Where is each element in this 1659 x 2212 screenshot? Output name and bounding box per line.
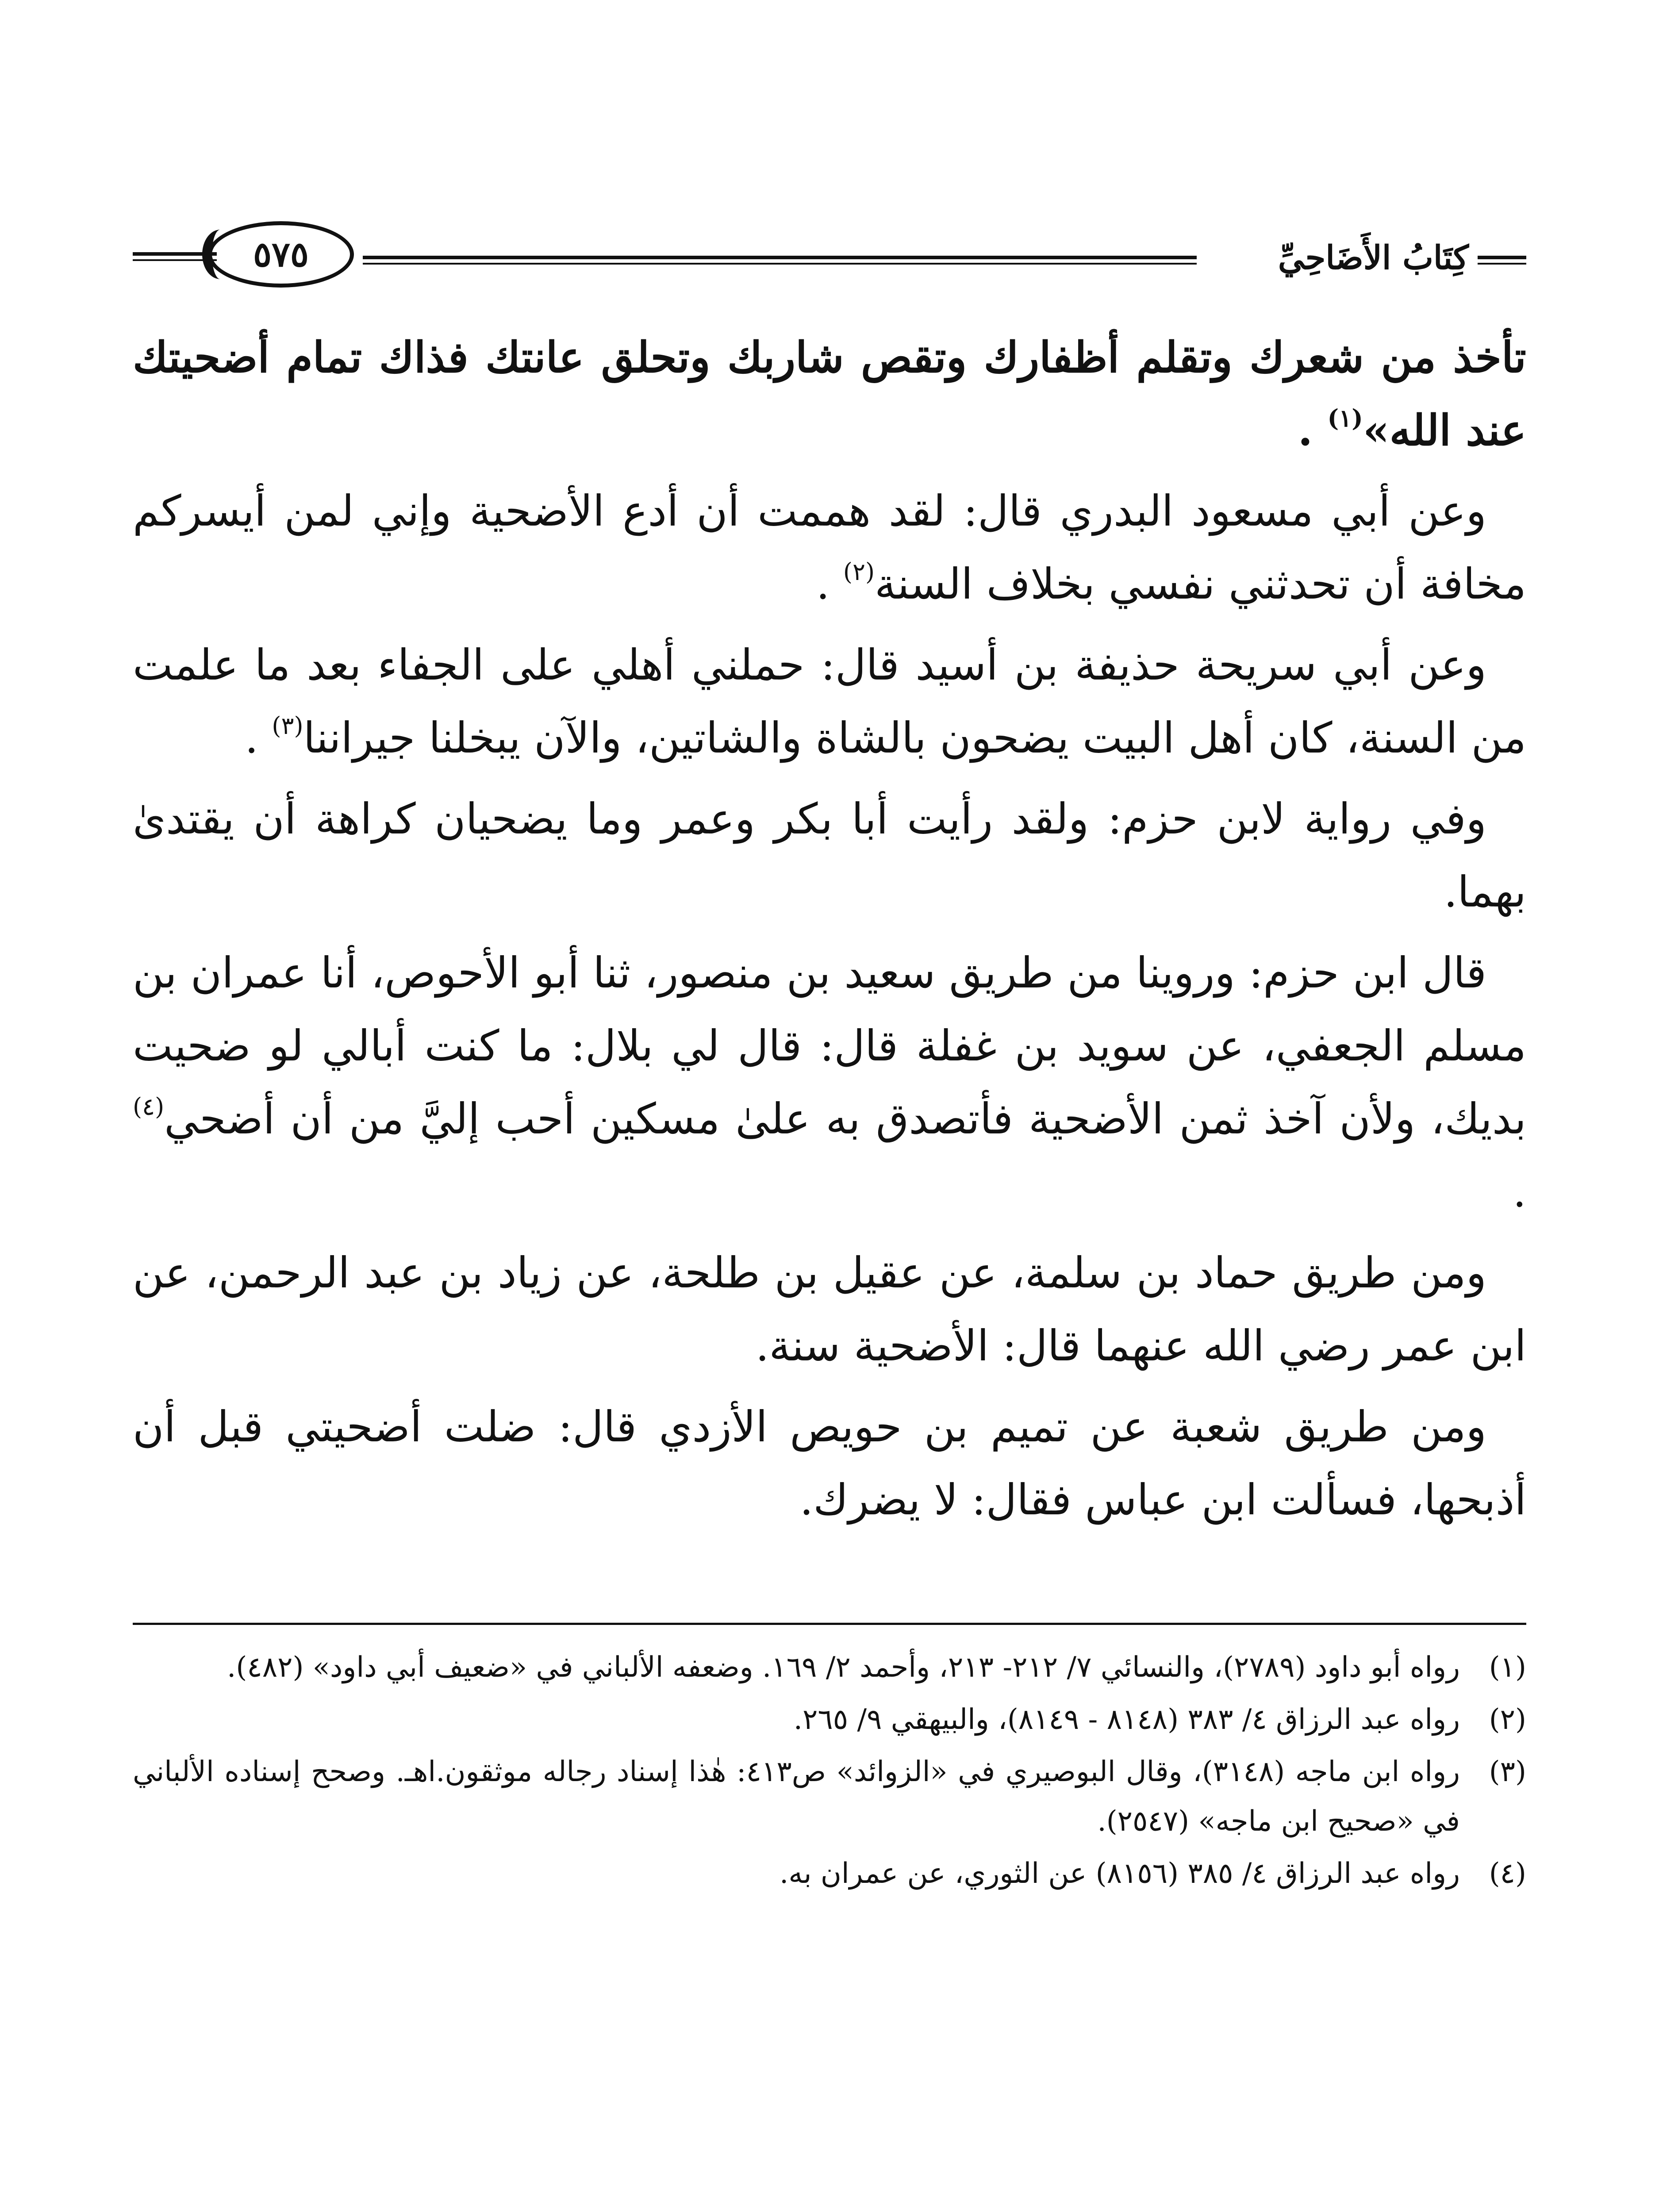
paragraph [133,629,1526,775]
paragraph-tail: . [1298,405,1313,455]
paragraph-text: ومن طريق حماد بن سلمة، عن عقيل بن طلحة، عن زياد بن عبد الرحمن، عن ابن عمر رضي الله عنهما قال: الأضحية سنة. [133,1248,1526,1371]
footnote-ref: (٣) [272,712,303,740]
paragraph [133,475,1526,621]
paragraph-continuation [133,321,1526,467]
paragraph [133,1390,1526,1536]
header-rule-middle-thin [363,263,1197,265]
paragraph [133,937,1526,1229]
header-rule-middle [363,256,1197,259]
footnote-text: رواه عبد الرزاق ٤/ ٣٨٣ (٨١٤٨ - ٨١٤٩)، والبيهقي ٩/ ٢٦٥. [793,1703,1460,1736]
running-header [133,221,1526,296]
paragraph-tail: . [816,559,830,609]
paragraph-text: تأخذ من شعرك وتقلم أظفارك وتقص شاربك وتحلق عانتك فذاك تمام أضحيتك عند الله» [133,332,1526,455]
footnote-number: (٤) [1489,1857,1526,1890]
paragraph-text: وعن أبي مسعود البدري قال: لقد هممت أن أدع الأضحية وإني لمن أيسركم مخافة أن تحدثني نفسي بخلاف السنة [133,486,1526,609]
book-page [133,221,1526,1901]
footnotes [133,1643,1526,1898]
footnote-ref: (١) [1327,404,1363,432]
book-title: كِتَابُ الأَضَاحِيِّ [1278,239,1469,277]
footnote-separator [133,1623,1526,1625]
footnote-ref: (٢) [843,558,875,586]
footnote [133,1695,1526,1744]
paragraph-text: وعن أبي سريحة حذيفة بن أسيد قال: حملني أهلي على الجفاء بعد ما علمت من السنة، كان أهل البيت يضحون بالشاة والشاتين، والآن يبخلنا جيراننا [133,640,1526,763]
paragraph [133,783,1526,929]
paragraph [133,1237,1526,1382]
page-number: ٥٧٥ [253,234,309,275]
footnote-number: (٢) [1489,1703,1526,1736]
paragraph-text: قال ابن حزم: وروينا من طريق سعيد بن منصور، ثنا أبو الأحوص، أنا عمران بن مسلم الجعفي، عن سويد بن غفلة قال: قال لي بلال: ما كنت أبالي لو ضحيت بديك، ولأن آخذ ثمن الأضحية فأتصدق به علىٰ مسكين أحب إليَّ من أن أضحي [133,948,1526,1144]
header-rule-left [133,252,217,256]
header-rule-right-thin [1478,263,1526,265]
paragraph-text: وفي رواية لابن حزم: ولقد رأيت أبا بكر وعمر وما يضحيان كراهة أن يقتدىٰ بهما. [133,794,1526,917]
footnote-text: رواه عبد الرزاق ٤/ ٣٨٥ (٨١٥٦) عن الثوري، عن عمران به. [780,1857,1460,1890]
footnote [133,1747,1526,1846]
footnote-text: رواه ابن ماجه (٣١٤٨)، وقال البوصيري في «الزوائد» ص٤١٣: هٰذا إسناد رجاله موثقون.اهـ. وصحح إسناده الألباني في «صحيح ابن ماجه» (٢٥٤٧). [133,1755,1460,1838]
paragraph-tail: . [245,713,258,763]
footnote-text: رواه أبو داود (٢٧٨٩)، والنسائي ٧/ ٢١٢- ٢١٣، وأحمد ٢/ ١٦٩. وضعفه الألباني في «ضعيف أبي داود» (٤٨٢). [227,1651,1460,1684]
footnote-number: (١) [1489,1651,1526,1684]
header-rule-left-thin [133,259,217,261]
paragraph-text: ومن طريق شعبة عن تميم بن حويص الأزدي قال: ضلت أضحيتي قبل أن أذبحها، فسألت ابن عباس فقال: لا يضرك. [133,1402,1526,1525]
header-rule-right [1478,256,1526,259]
footnote [133,1643,1526,1692]
footnote [133,1849,1526,1898]
footnote-number: (٣) [1489,1755,1526,1788]
footnote-ref: (٤) [133,1093,165,1121]
paragraph-tail: . [1513,1167,1526,1217]
main-text [133,321,1526,1536]
page-number-badge [208,221,354,288]
